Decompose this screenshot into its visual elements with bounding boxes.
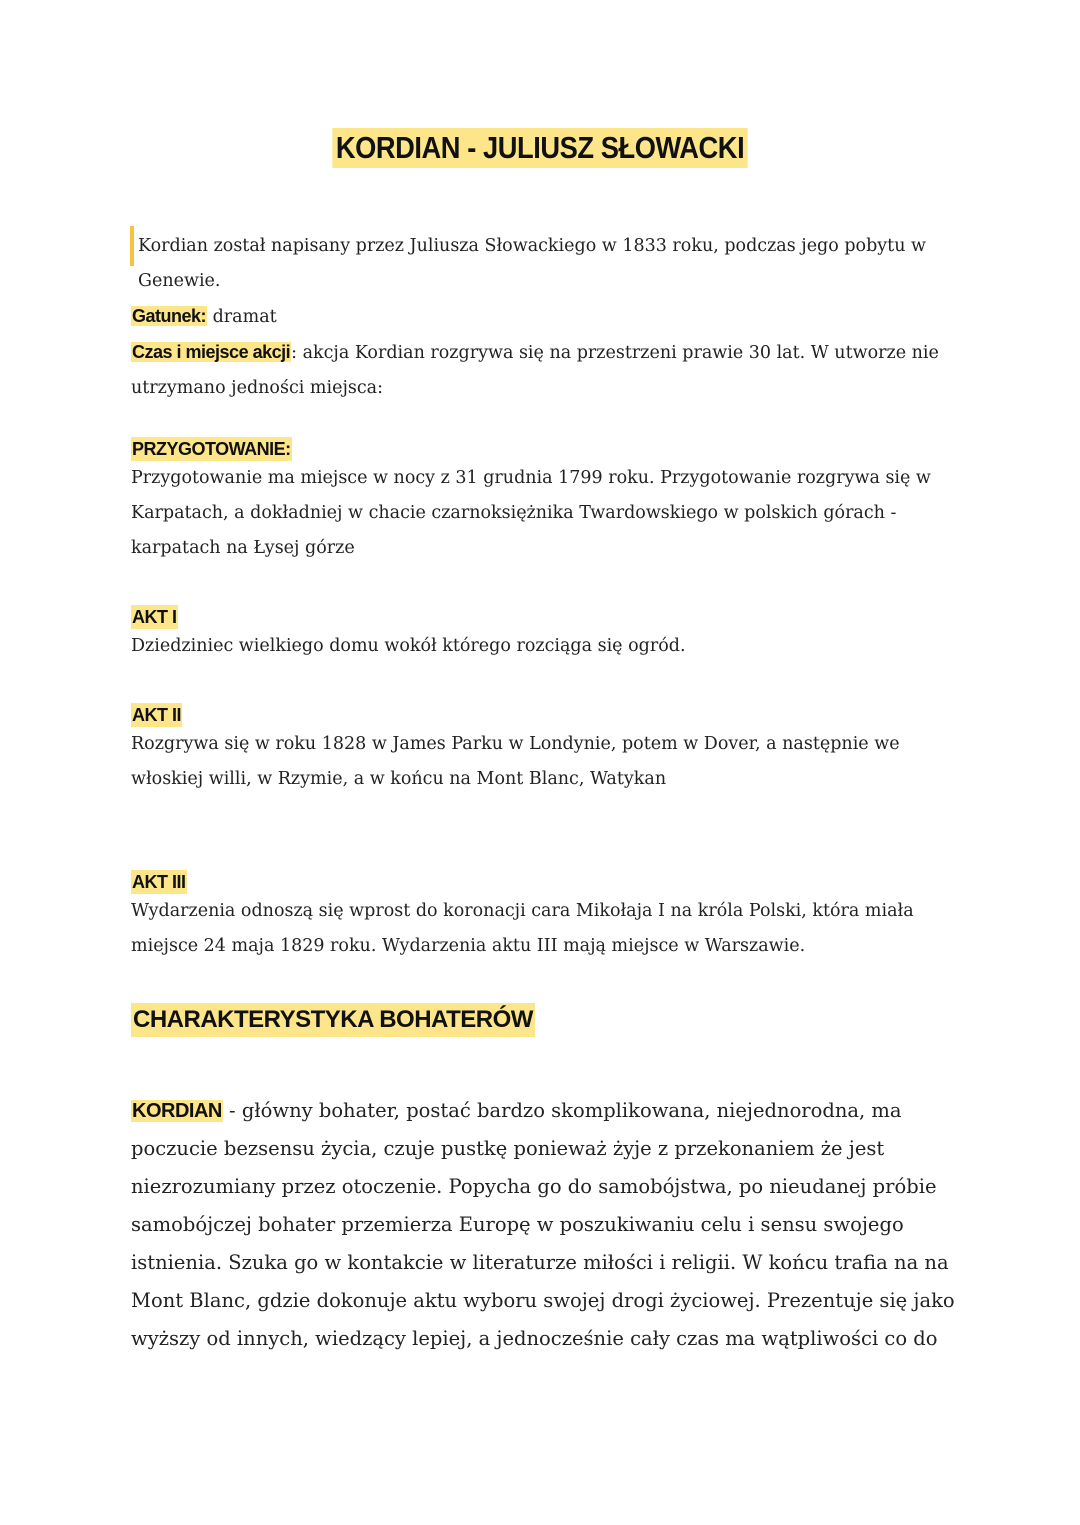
intro-block bbox=[131, 229, 951, 406]
genre-value: dramat bbox=[212, 307, 277, 327]
section-heading: PRZYGOTOWANIE: bbox=[132, 439, 291, 459]
section-heading: AKT III bbox=[132, 872, 186, 892]
genre-label: Gatunek: bbox=[132, 306, 207, 326]
characters-heading: CHARAKTERYSTYKA BOHATERÓW bbox=[131, 1003, 535, 1037]
section-akt-3 bbox=[131, 870, 951, 964]
section-akt-2 bbox=[131, 703, 951, 797]
kordian-text: - główny bohater, postać bardzo skomplikowana, niejednorodna, ma poczucie bezsensu życia, czuje pustkę ponieważ żyje z przekonaniem że jest niezrozumiany przez otoczenie. Popycha go do samobójstwa, po nieudanej próbie samobójczej bohater przemierza Europę w poszukiwaniu celu i sensu swojego istnienia. Szuka go w kontakcie w literaturze miłości i religii. W końcu trafia na na Mont Blanc, gdzie dokonuje aktu wyboru swojej drogi życiowej. Prezentuje się jako wyższy od innych, wiedzący lepiej, a jednocześnie cały czas ma wątpliwości co do bbox=[131, 1099, 955, 1350]
kordian-label: KORDIAN bbox=[132, 1100, 222, 1122]
title-text: KORDIAN - JULIUSZ SŁOWACKI bbox=[332, 128, 747, 168]
section-body: Rozgrywa się w roku 1828 w James Parku w Londynie, potem w Dover, a następnie we włoskiej willi, w Rzymie, a w końcu na Mont Blanc, Watykan bbox=[131, 734, 900, 789]
kordian-paragraph bbox=[131, 1092, 961, 1358]
section-body: Dziedziniec wielkiego domu wokół którego rozciąga się ogród. bbox=[131, 636, 686, 656]
section-przygotowanie bbox=[131, 437, 951, 566]
time-place-line bbox=[131, 335, 951, 406]
time-place-label: Czas i miejsce akcji bbox=[132, 342, 291, 362]
document-title bbox=[0, 128, 1080, 168]
section-heading: AKT I bbox=[132, 607, 177, 627]
section-body: Wydarzenia odnoszą się wprost do koronacji cara Mikołaja I na króla Polski, która miała miejsce 24 maja 1829 roku. Wydarzenia aktu III mają miejsce w Warszawie. bbox=[131, 901, 914, 956]
genre-line bbox=[131, 299, 951, 335]
intro-text: Kordian został napisany przez Juliusza Słowackiego w 1833 roku, podczas jego pobytu w Genewie. bbox=[138, 236, 927, 291]
time-place-value: : akcja Kordian rozgrywa się na przestrzeni prawie 30 lat. W utworze nie utrzymano jedności miejsca: bbox=[131, 343, 939, 398]
section-heading: AKT II bbox=[132, 705, 181, 725]
section-akt-1 bbox=[131, 605, 951, 664]
section-body: Przygotowanie ma miejsce w nocy z 31 grudnia 1799 roku. Przygotowanie rozgrywa się w Karpatach, a dokładniej w chacie czarnoksiężnika Twardowskiego w polskich górach - karpatach na Łysej górze bbox=[131, 468, 931, 558]
